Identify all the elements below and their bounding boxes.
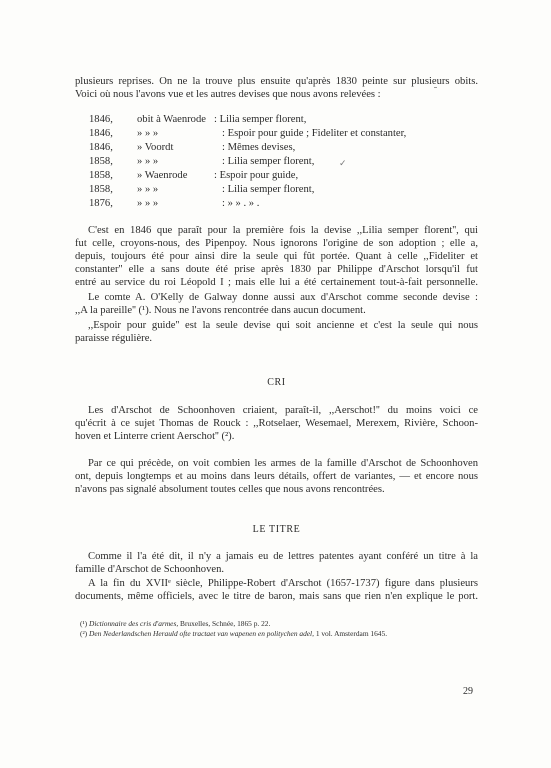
para7-line: A la fin du XVIIᵉ siècle, Philippe-Robert d'Arschot (1657-1737) figure dans plusieurs [88, 578, 478, 589]
para5-line: Par ce qui précède, on voit combien les armes de la famille d'Arschot de Schoonhoven [88, 458, 478, 469]
section-heading-le-titre: LE TITRE [252, 524, 301, 535]
para7-line: documents, même officiels, avec le titre de baron, mais sans que rien n'en explique le port. [75, 591, 478, 602]
pencil-tick-icon: ✓ [339, 158, 347, 168]
intro-line-2: Voici où nous l'avons vue et les autres devises que nous avons relevées : [75, 89, 381, 100]
para5-line: n'avons pas signalé absolument toutes celles que nous avons rencontrées. [75, 484, 385, 495]
stray-mark [434, 87, 437, 88]
para1-line: C'est en 1846 que paraît pour la première fois la devise ,,Lilia semper florent'', qui [88, 225, 478, 236]
para1-line: entré au service du roi Léopold I ; mais elle lui a été certainement tout-à-fait personnelle. [75, 277, 478, 288]
document-page: plusieurs reprises. On ne la trouve plus ensuite qu'après 1830 peinte sur plusieurs obits. Voici où nous l'avons vue et les autres devises que nous avons relevées : 1846, obit à Waenrode : Lilia semper florent, 1846, » » » : Espoir pour guide ; Fideliter et constanter, 1846, » Voordt : Mêmes devises, 1858, » » » : Lilia semper florent, 1858, » Waenrode : Espoir pour guide, 1858, » » » : Lilia semper florent, 1876, » » » : » » . » . ✓ C'est en 1846 que paraît pour la première fois la devise ,,Lilia semper florent'', qui fut celle, croyons-nous, des Pipenpoy. Nous ignorons l'origine de son adoption ; elle a, depuis, toujours été pour ainsi dire la seule qui fût portée. Quant à celle ,,Fideliter et constanter'' elle a sans doute été prise après 1830 par Philippe d'Arschot lorsqu'il fut entré au service du roi Léopold I ; mais elle lui a été certainement tout-à-fait personnelle. Le comte A. O'Kelly de Galway donne aussi aux d'Arschot comme seconde devise : ,,A la pareille'' (¹). Nous ne l'avons rencontrée dans aucun document. ,,Espoir pour guide'' est la seule devise qui soit ancienne et c'est la seule qui nous paraisse régulière. CRI Les d'Arschot de Schoonhoven criaient, paraît-il, ,,Aerschot!'' du moins voici ce qu'écrit à ce sujet Thomas de Rouck : ,,Rotselaer, Wesemael, Merexem, Rivière, Schoon- hoven et Linterre crient Aerschot'' (²). Par ce qui précède, on voit combien les armes de la famille d'Arschot de Schoonhoven ont, depuis longtemps et au moins dans leurs détails, offert de variantes, — et encore nous n'avons pas signalé absolument toutes celles que nous avons rencontrées. LE TITRE Comme il l'a été dit, il n'y a jamais eu de lettres patentes ayant conféré un titre à la famille d'Arschot de Schoonhoven. A la fin du XVIIᵉ siècle, Philippe-Robert d'Arschot (1657-1737) figure dans plusieurs documents, même officiels, avec le titre de baron, mais sans que rien n'en explique le port. (¹) Dictionnaire des cris d'armes, Bruxelles, Schnée, 1865 p. 22. (²) Den Nederlandschen Herauld ofte tractaet van wapenen en politychen adel, 1 vol. Amsterdam 1645. 29 [75, 76, 478, 697]
para6-line: famille d'Arschot de Schoonhoven. [75, 564, 225, 575]
para2-line: ,,A la pareille'' (¹). Nous ne l'avons rencontrée dans aucun document. [75, 305, 366, 316]
para3-line: paraisse régulière. [75, 333, 153, 344]
para5-line: ont, depuis longtemps et au moins dans leurs détails, offert de variantes, — et encore nous [75, 471, 478, 482]
footnote-2: (²) Den Nederlandschen Herauld ofte tractaet van wapenen en politychen adel, 1 vol. Amsterdam 1645. [80, 629, 388, 638]
intro-line-1: plusieurs reprises. On ne la trouve plus ensuite qu'après 1830 peinte sur plusieurs obits. [75, 76, 478, 87]
footnote-1: (¹) Dictionnaire des cris d'armes, Bruxelles, Schnée, 1865 p. 22. [80, 619, 271, 628]
para3-line: ,,Espoir pour guide'' est la seule devise qui soit ancienne et c'est la seule qui nous [88, 320, 478, 331]
para1-line: constanter'' elle a sans doute été prise après 1830 par Philippe d'Arschot lorsqu'il fut [75, 264, 478, 275]
para4-line: Les d'Arschot de Schoonhoven criaient, paraît-il, ,,Aerschot!'' du moins voici ce [88, 405, 478, 416]
para1-line: depuis, toujours été pour ainsi dire la seule qui fût portée. Quant à celle ,,Fideliter et [75, 251, 478, 262]
para2-line: Le comte A. O'Kelly de Galway donne aussi aux d'Arschot comme seconde devise : [88, 292, 478, 303]
para4-line: hoven et Linterre crient Aerschot'' (²). [75, 431, 235, 442]
para4-line: qu'écrit à ce sujet Thomas de Rouck : ,,Rotselaer, Wesemael, Merexem, Rivière, Schoon- [75, 418, 478, 429]
section-heading-cri: CRI [267, 377, 286, 388]
para1-line: fut celle, croyons-nous, des Pipenpoy. Nous ignorons l'origine de son adoption ; elle a, [75, 238, 478, 249]
page-number: 29 [463, 686, 473, 697]
para6-line: Comme il l'a été dit, il n'y a jamais eu de lettres patentes ayant conféré un titre à la [88, 551, 478, 562]
